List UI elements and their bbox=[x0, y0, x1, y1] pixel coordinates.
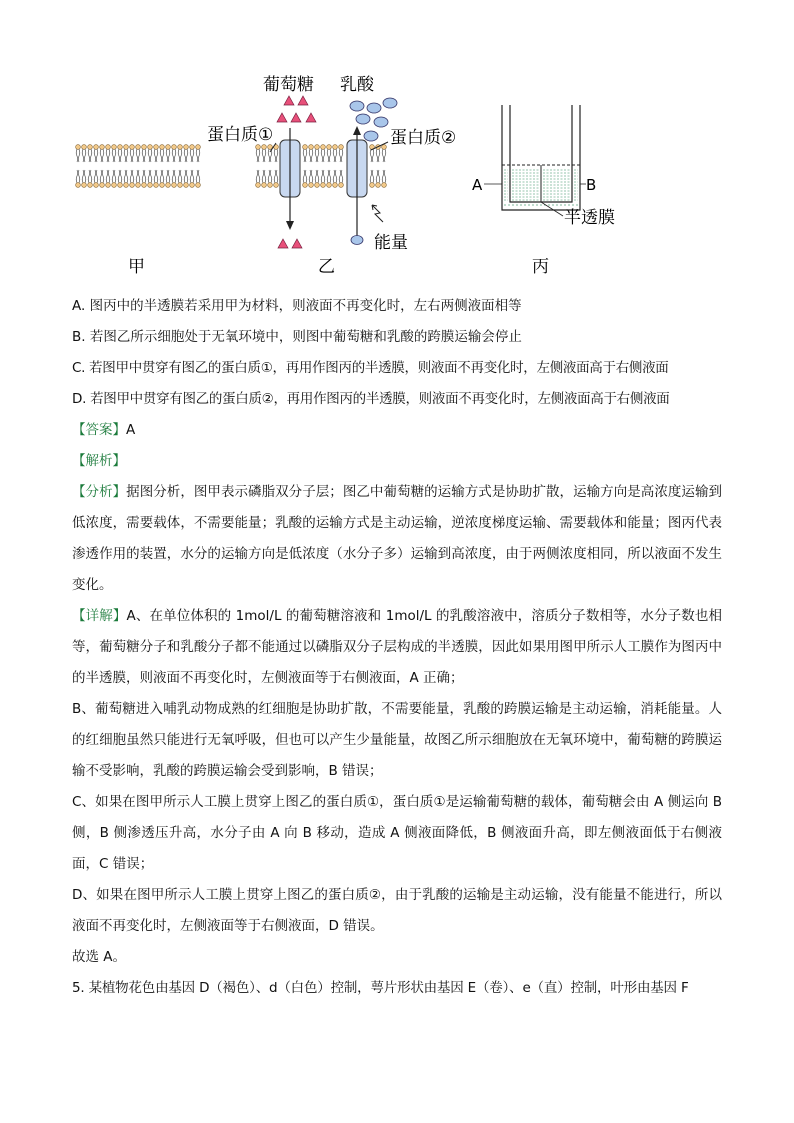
lactic-acid-oval bbox=[350, 101, 364, 111]
xiangjie-a-text: A、在单位体积的 1mol/L 的葡萄糖溶液和 1mol/L 的乳酸溶液中，溶质分子数相等，水分子数也相等，葡萄糖分子和乳酸分子都不能通过以磷脂双分子层构成的半透膜，因此如果用图甲所示人工膜作为图丙中的半透膜，则液面不再变化时，左侧液面等于右侧液面，A 正确； bbox=[72, 608, 722, 686]
glucose-triangle bbox=[306, 113, 316, 122]
xiangjie-c: C、如果在图甲所示人工膜上贯穿上图乙的蛋白质①，蛋白质①是运输葡萄糖的载体，葡萄糖会由 A 侧运向 B 侧，B 侧渗透压升高，水分子由 A 向 B 移动，造成 A 侧液面降低，B 侧液面升高，即左侧液面低于右侧液面，C 错误； bbox=[72, 794, 722, 872]
glucose-triangle bbox=[291, 113, 301, 122]
glucose-triangle bbox=[278, 239, 288, 248]
label-protein-2: 蛋白质② bbox=[390, 128, 457, 148]
phospholipid bbox=[172, 145, 177, 188]
analysis-title: 【解析】 bbox=[72, 453, 126, 469]
phospholipid bbox=[382, 145, 387, 188]
phospholipid bbox=[256, 145, 261, 188]
phospholipid bbox=[130, 145, 135, 188]
glucose-triangle bbox=[298, 96, 308, 105]
phospholipid bbox=[321, 145, 326, 188]
phospholipid bbox=[178, 145, 183, 188]
phospholipid bbox=[100, 145, 105, 188]
answer-value: A bbox=[126, 422, 136, 438]
label-lactic-acid: 乳酸 bbox=[340, 75, 374, 95]
label-glucose: 葡萄糖 bbox=[263, 75, 314, 95]
lactic-acid-oval bbox=[364, 131, 378, 141]
label-yi: 乙 bbox=[318, 257, 335, 277]
fenxi-paragraph bbox=[72, 477, 722, 601]
phospholipid bbox=[94, 145, 99, 188]
lactic-acid-oval bbox=[367, 103, 381, 113]
label-jia: 甲 bbox=[128, 257, 145, 277]
label-semipermeable-membrane: 半透膜 bbox=[564, 208, 615, 228]
answer-row bbox=[72, 415, 722, 446]
phospholipid bbox=[160, 145, 165, 188]
glucose-triangle bbox=[284, 96, 294, 105]
option-d: D. 若图甲中贯穿有图乙的蛋白质②，再用作图丙的半透膜，则液面不再变化时，左侧液面高于右侧液面 bbox=[72, 391, 670, 407]
energy-zigzag-icon bbox=[372, 205, 383, 222]
lactic-acid-oval bbox=[383, 98, 397, 108]
phospholipid bbox=[309, 145, 314, 188]
phospholipid bbox=[82, 145, 87, 188]
label-protein-1: 蛋白质① bbox=[207, 125, 274, 145]
lactic-acid-oval bbox=[356, 114, 370, 124]
phospholipid bbox=[112, 145, 117, 188]
glucose-molecules-inside bbox=[278, 239, 302, 248]
phospholipid bbox=[166, 145, 171, 188]
fenxi-text: 据图分析，图甲表示磷脂双分子层；图乙中葡萄糖的运输方式是协助扩散，运输方向是高浓度运输到低浓度，需要载体，不需要能量；乳酸的运输方式是主动运输，逆浓度梯度运输、需要载体和能量；图丙代表渗透作用的装置，水分的运输方向是低浓度（水分子多）运输到高浓度，由于两侧浓度相同，所以液面不发生变化。 bbox=[72, 484, 723, 593]
label-bing: 丙 bbox=[532, 257, 549, 277]
phospholipid bbox=[262, 145, 267, 188]
answer-tag: 【答案】 bbox=[72, 422, 126, 438]
option-b: B. 若图乙所示细胞处于无氧环境中，则图中葡萄糖和乳酸的跨膜运输会停止 bbox=[72, 329, 522, 345]
phospholipid bbox=[106, 145, 111, 188]
phospholipid bbox=[76, 145, 81, 188]
lactic-acid-oval bbox=[374, 117, 388, 127]
xiangjie-tag: 【详解】 bbox=[72, 608, 127, 624]
u-tube-apparatus bbox=[484, 105, 586, 216]
phospholipid bbox=[303, 145, 308, 188]
phospholipid bbox=[268, 145, 273, 188]
phospholipid bbox=[136, 145, 141, 188]
phospholipid bbox=[142, 145, 147, 188]
glucose-triangle bbox=[277, 113, 287, 122]
phospholipid bbox=[184, 145, 189, 188]
lactic-acid-inside bbox=[351, 236, 363, 245]
phospholipid bbox=[118, 145, 123, 188]
fenxi-tag: 【分析】 bbox=[72, 484, 127, 500]
next-question: 5. 某植物花色由基因 D（褐色）、d（白色）控制，萼片形状由基因 E（卷）、e（直）控制，叶形由基因 F bbox=[72, 980, 689, 996]
phospholipid bbox=[274, 145, 279, 188]
phospholipid bbox=[124, 145, 129, 188]
label-side-b: B bbox=[586, 176, 597, 194]
phospholipid bbox=[148, 145, 153, 188]
phospholipid bbox=[190, 145, 195, 188]
bilayer-jia bbox=[76, 145, 201, 188]
xiangjie-a bbox=[72, 601, 722, 694]
glucose-molecules-outside bbox=[277, 96, 316, 122]
phospholipid bbox=[315, 145, 320, 188]
phospholipid bbox=[327, 145, 332, 188]
phospholipid bbox=[88, 145, 93, 188]
phospholipid bbox=[333, 145, 338, 188]
glucose-triangle bbox=[292, 239, 302, 248]
xiangjie-d: D、如果在图甲所示人工膜上贯穿上图乙的蛋白质②，由于乳酸的运输是主动运输，没有能量不能进行，所以液面不再变化时，左侧液面等于右侧液面，D 错误。 bbox=[72, 887, 722, 934]
phospholipid bbox=[339, 145, 344, 188]
conclusion: 故选 A。 bbox=[72, 949, 127, 965]
label-energy: 能量 bbox=[374, 233, 408, 253]
option-a: A. 图丙中的半透膜若采用甲为材料，则液面不再变化时，左右两侧液面相等 bbox=[72, 298, 522, 314]
phospholipid bbox=[370, 145, 375, 188]
option-c: C. 若图甲中贯穿有图乙的蛋白质①，再用作图丙的半透膜，则液面不再变化时，左侧液面高于右侧液面 bbox=[72, 360, 669, 376]
xiangjie-b: B、葡萄糖进入哺乳动物成熟的红细胞是协助扩散，不需要能量，乳酸的跨膜运输是主动运输，消耗能量。人的红细胞虽然只能进行无氧呼吸，但也可以产生少量能量，故图乙所示细胞放在无氧环境中，葡萄糖的跨膜运输不受影响，乳酸的跨膜运输会受到影响，B 错误； bbox=[72, 701, 722, 779]
phospholipid bbox=[196, 145, 201, 188]
phospholipid bbox=[154, 145, 159, 188]
membrane-figure bbox=[0, 0, 794, 290]
label-side-a: A bbox=[472, 176, 483, 194]
phospholipid bbox=[376, 145, 381, 188]
